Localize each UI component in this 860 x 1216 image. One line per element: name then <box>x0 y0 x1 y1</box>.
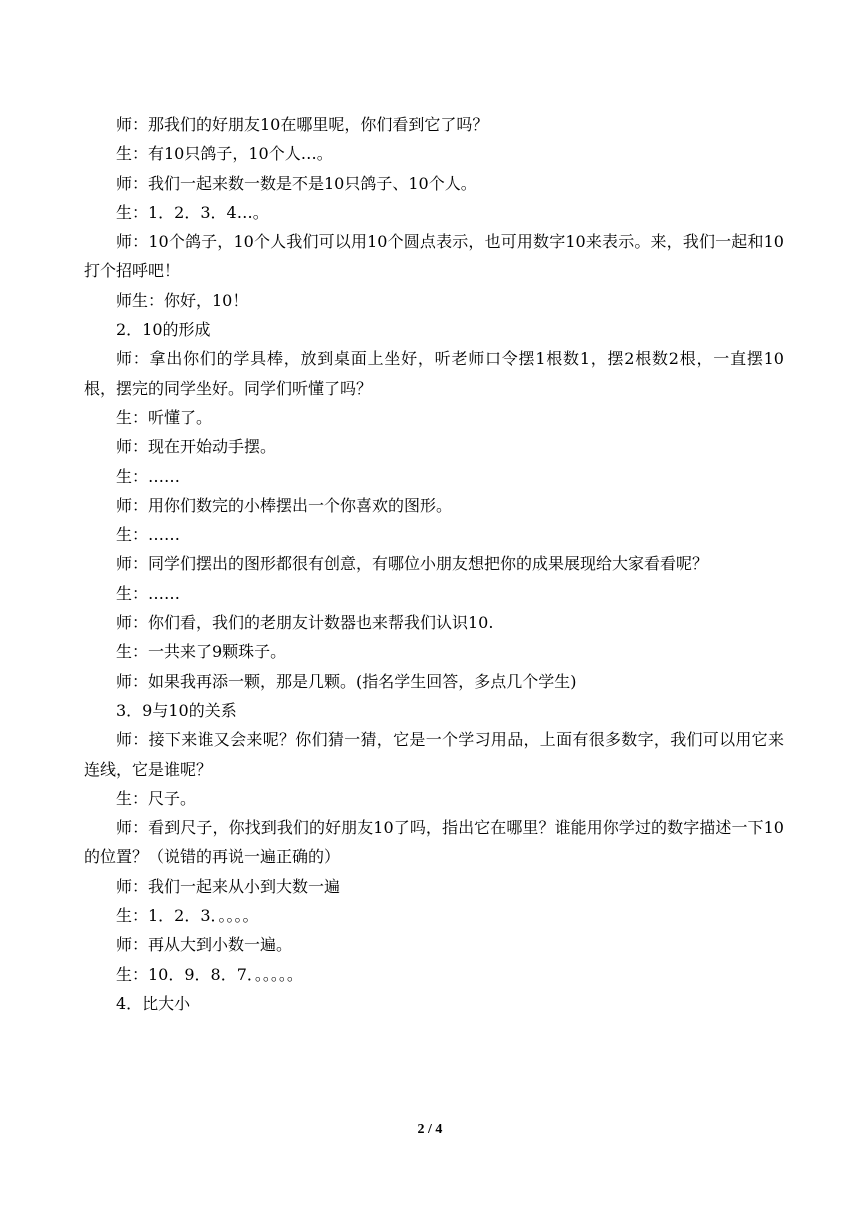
paragraph: 生：…… <box>116 583 181 603</box>
document-body <box>84 110 784 1018</box>
paragraph: 生：10．9．8．7．。。。。。 <box>116 964 303 984</box>
paragraph: 师：你们看，我们的老朋友计数器也来帮我们认识10. <box>116 613 494 633</box>
section-heading: 3．9与10的关系 <box>116 700 237 720</box>
section-heading: 2．10的形成 <box>116 320 211 340</box>
paragraph: 师：我们一起来从小到大数一遍 <box>116 876 341 896</box>
paragraph: 生：有10只鸽子，10个人…。 <box>116 144 333 164</box>
paragraph: 师：同学们摆出的图形都很有创意，有哪位小朋友想把你的成果展现给大家看看呢？ <box>116 554 709 574</box>
section-heading: 4．比大小 <box>116 993 191 1013</box>
page-number: 2 / 4 <box>417 1122 443 1137</box>
paragraph: 师：再从大到小数一遍。 <box>116 935 293 955</box>
paragraph: 师：10个鸽子，10个人我们可以用10个圆点表示，也可用数字10来表示。来，我们一起和10打个招呼吧！ <box>84 232 784 281</box>
paragraph: 师：那我们的好朋友10在哪里呢，你们看到它了吗？ <box>116 115 489 134</box>
paragraph: 生：听懂了。 <box>116 407 213 427</box>
paragraph: 生：…… <box>116 466 181 486</box>
paragraph: 师：接下来谁又会来呢？你们猜一猜，它是一个学习用品，上面有很多数字，我们可以用它来连线，它是谁呢？ <box>84 730 784 779</box>
paragraph: 师：看到尺子，你找到我们的好朋友10了吗，指出它在哪里？谁能用你学过的数字描述一下10的位置？（说错的再说一遍正确的） <box>84 818 784 867</box>
paragraph: 生：…… <box>116 525 181 545</box>
paragraph: 师：现在开始动手摆。 <box>116 437 277 457</box>
paragraph: 生：尺子。 <box>116 788 197 808</box>
paragraph: 师：用你们数完的小棒摆出一个你喜欢的图形。 <box>116 495 453 515</box>
paragraph: 生：1．2．3．。。。。 <box>116 906 259 926</box>
paragraph: 师生：你好，10！ <box>116 290 249 310</box>
paragraph: 师：如果我再添一颗，那是几颗。(指名学生回答，多点几个学生) <box>116 671 577 691</box>
paragraph: 师：拿出你们的学具棒，放到桌面上坐好，听老师口令摆1根数1，摆2根数2根，一直摆10根，摆完的同学坐好。同学们听懂了吗？ <box>84 349 784 398</box>
paragraph: 生：一共来了9颗珠子。 <box>116 642 287 662</box>
paragraph: 生：1．2．3．4…。 <box>116 202 269 222</box>
paragraph: 师：我们一起来数一数是不是10只鸽子、10个人。 <box>116 173 477 193</box>
